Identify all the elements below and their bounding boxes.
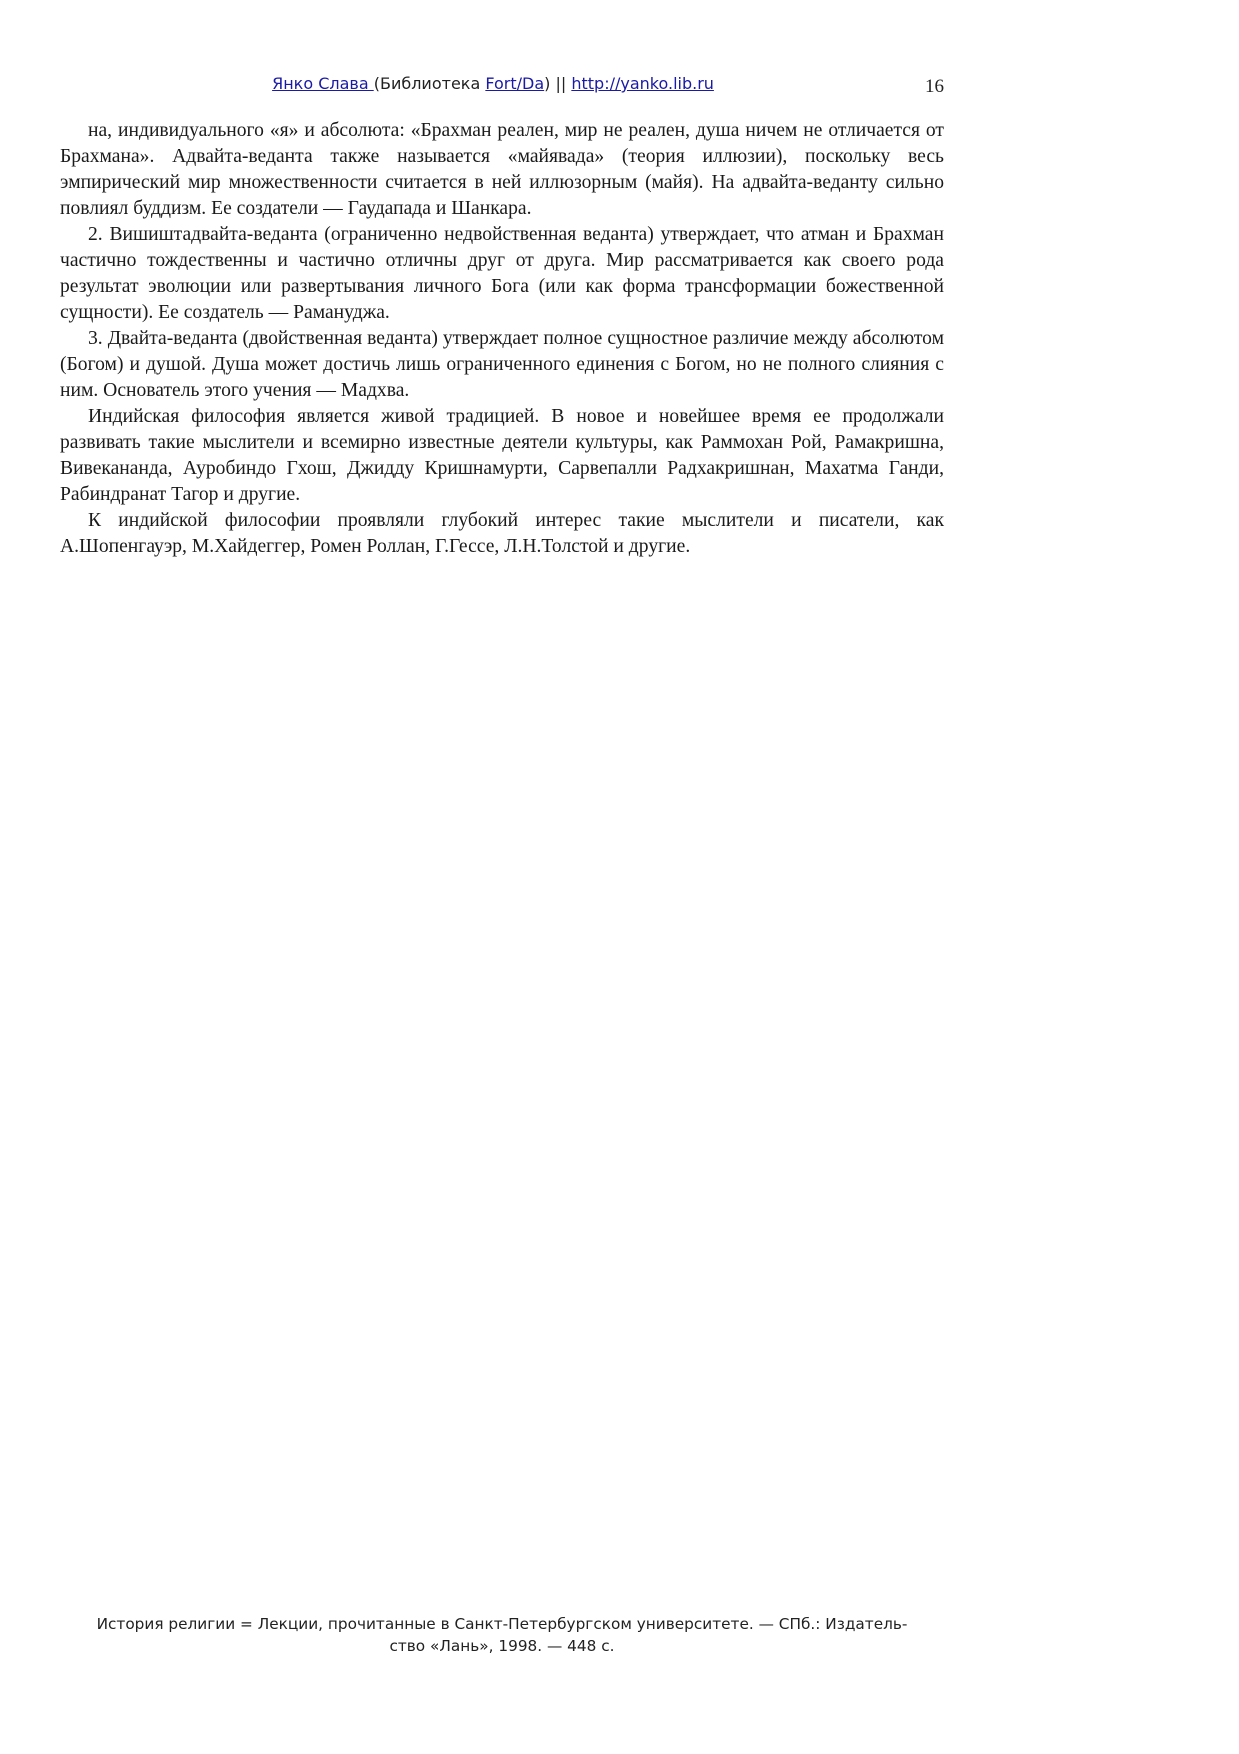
library-prefix: (Библиотека (373, 74, 486, 93)
header-credits (60, 74, 944, 93)
paragraph: Индийская философия является живой традицией. В новое и новейшее время ее продолжали развивать такие мыслители и всемирно известные деятели культуры, как Раммохан Рой, Рамакришна, Вивекананда, Ауробиндо Гхош, Джидду Кришнамурти, Сарвепалли Радхакришнан, Махатма Ганди, Рабиндранат Тагор и другие. (60, 406, 944, 505)
library-link[interactable]: Fort/Da (485, 74, 545, 93)
site-link[interactable]: http://yanko.lib.ru (571, 74, 714, 93)
library-suffix: ) || (544, 74, 572, 93)
page-number: 16 (925, 76, 944, 97)
footer-citation-line2: ство «Лань», 1998. — 448 с. (389, 1637, 615, 1655)
footer-citation-line1: История религии = Лекции, прочитанные в Санкт-Петербургском университете. — СПб.: Издатель- (96, 1615, 908, 1633)
paragraph: на, индивидуального «я» и абсолюта: «Брахман реален, мир не реален, душа ничем не отличается от Брахмана». Адвайта-веданта также называется «майявада» (теория иллюзии), поскольку весь эмпирический мир множественности считается в ней иллюзорным (майя). На адвайта-веданту сильно повлиял буддизм. Ее создатели — Гаудапада и Шанкара. (60, 120, 944, 219)
main-text (60, 118, 944, 560)
page-header (60, 74, 944, 98)
paragraph: К индийской философии проявляли глубокий интерес такие мыслители и писатели, как А.Шопенгауэр, М.Хайдеггер, Ромен Роллан, Г.Гессе, Л.Н.Толстой и другие. (60, 510, 944, 557)
page-footer (60, 1613, 944, 1657)
paragraph: 3. Двайта-веданта (двойственная веданта) утверждает полное сущностное различие между абсолютом (Богом) и душой. Душа может достичь лишь ограниченного единения с Богом, но не полного слияния с ним. Основатель этого учения — Мадхва. (60, 328, 944, 401)
author-link[interactable]: Янко Слава (272, 74, 374, 93)
paragraph: 2. Вишиштадвайта-веданта (ограниченно недвойственная веданта) утверждает, что атман и Брахман частично тождественны и частично отличны друг от друга. Мир рассматривается как своего рода результат эволюции или развертывания личного Бога (или как форма трансформации божественной сущности). Ее создатель — Рамануджа. (60, 224, 944, 323)
